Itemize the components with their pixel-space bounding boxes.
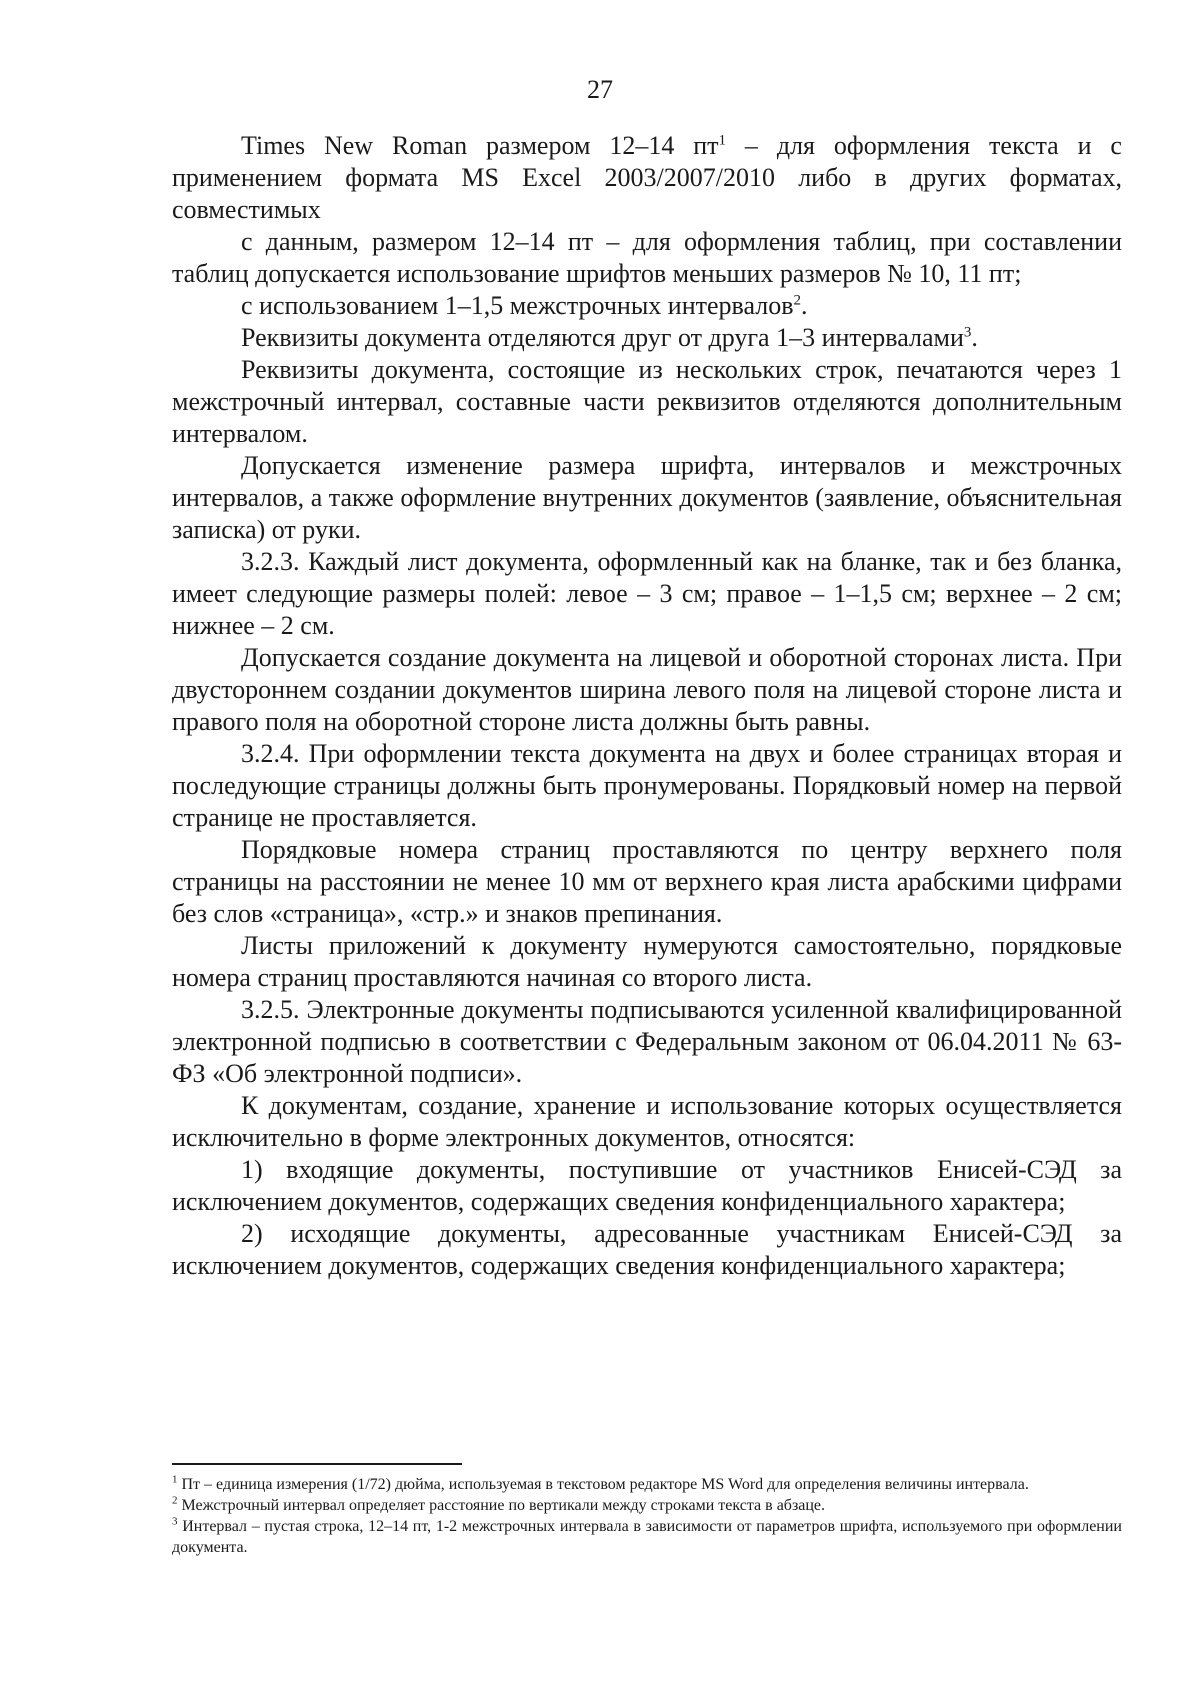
- footnote-mark: 2: [172, 1494, 178, 1507]
- paragraph-3-2-5: 3.2.5. Электронные документы подписываются усиленной квалифицированной электронной подписью в соответствии с Федеральным законом от 06.04.2011 № 63-ФЗ «Об электронной подписи».: [172, 995, 1122, 1088]
- list-item: 2) исходящие документы, адресованные участникам Енисей-СЭД за исключением документов, содержащих сведения конфиденциального характера;: [172, 1219, 1122, 1280]
- footnote-mark: 3: [172, 1515, 178, 1528]
- page-number: 27: [587, 75, 613, 104]
- paragraph: Реквизиты документа, состоящие из нескольких строк, печатаются через 1 межстрочный интервал, составные части реквизитов отделяются дополнительным интервалом.: [172, 355, 1122, 448]
- footnote: $^2$ Межстрочный интервал определяет расстояние по вертикали между строками текста в абзаце.: [172, 1494, 826, 1514]
- paragraph: Times New Roman размером 12–14 $пт^1$ – для оформления текста и с применением формата MS Excel 2003/2007/2010 либо в других форматах, совместимых: [172, 131, 1122, 224]
- paragraph: Допускается изменение размера шрифта, интервалов и межстрочных интервалов, а также оформление внутренних документов (заявление, объяснительная записка) от руки.: [172, 451, 1122, 544]
- paragraph: Листы приложений к документу нумеруются самостоятельно, порядковые номера страниц проставляются начиная со второго листа.: [172, 931, 1122, 992]
- paragraph-3-2-3: 3.2.3. Каждый лист документа, оформленный как на бланке, так и без бланка, имеет следующие размеры полей: левое – 3 см; правое – 1–1,5 см; верхнее – 2 см; нижнее – 2 см.: [172, 547, 1122, 640]
- paragraph: Допускается создание документа на лицевой и оборотной сторонах листа. При двустороннем создании документов ширина левого поля на лицевой стороне листа и правого поля на оборотной стороне листа должны быть равны.: [172, 643, 1122, 736]
- paragraph: К документам, создание, хранение и использование которых осуществляется исключительно в форме электронных документов, относятся:: [172, 1091, 1122, 1152]
- footnotes: [172, 1474, 1122, 1558]
- footnote-ref: 3: [963, 324, 972, 341]
- paragraph: Порядковые номера страниц проставляются по центру верхнего поля страницы на расстоянии не менее 10 мм от верхнего края листа арабскими цифрами без слов «страница», «стр.» и знаков препинания.: [172, 835, 1122, 928]
- list-item: 1) входящие документы, поступившие от участников Енисей-СЭД за исключением документов, содержащих сведения конфиденциального характера;: [172, 1155, 1122, 1216]
- document-body: [172, 130, 1122, 1282]
- footnote: $^3$ Интервал – пустая строка, 12–14 пт, 1-2 межстрочных интервала в зависимости от параметров шрифта, используемого при оформлении документа.: [172, 1515, 1122, 1556]
- footnote-ref: 1: [718, 132, 727, 149]
- footnote-separator: [172, 1463, 462, 1465]
- paragraph: с данным, размером 12–14 пт – для оформления таблиц, при составлении таблиц допускается использование шрифтов меньших размеров № 10, 11 пт;: [172, 227, 1122, 288]
- footnote-mark: 1: [172, 1473, 178, 1486]
- paragraph: Реквизиты документа отделяются друг от друга 1–3 интервалами$^3$.: [241, 323, 978, 352]
- footnote-ref: 2: [793, 292, 801, 309]
- paragraph-3-2-4: 3.2.4. При оформлении текста документа на двух и более страницах вторая и последующие страницы должны быть пронумерованы. Порядковый номер на первой странице не проставляется.: [172, 739, 1122, 832]
- paragraph: с использованием 1–1,5 межстрочных интервалов$^2$.: [241, 291, 808, 320]
- footnote: $^1$ Пт – единица измерения (1/72) дюйма, используемая в текстовом редакторе MS Word для определения величины интервала.: [172, 1473, 1029, 1493]
